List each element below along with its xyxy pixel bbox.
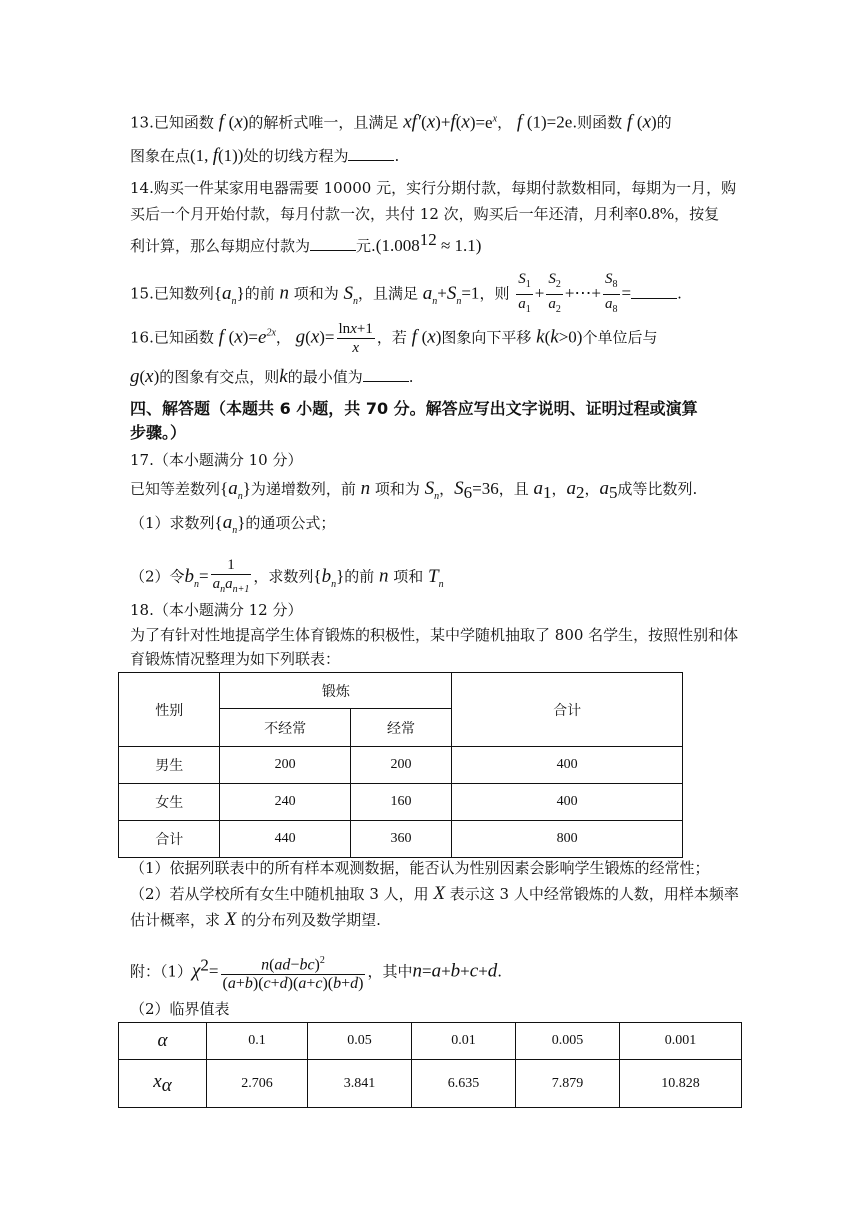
- table-cell: 10.828: [620, 1060, 742, 1108]
- section-heading-cont: 步骤。）: [130, 423, 187, 442]
- critical-value-table: [118, 1022, 742, 1108]
- table-cell: 800: [452, 821, 683, 858]
- alpha-label: α: [119, 1023, 207, 1060]
- q18-header: 18.（本小题满分 12 分）: [130, 601, 303, 619]
- q18-part1: （1）依据列联表中的所有样本观测数据，能否认为性别因素会影响学生锻炼的经常性；: [130, 859, 710, 877]
- critical-table-title: （2）临界值表: [130, 1000, 230, 1018]
- answer-blank: [310, 236, 356, 251]
- q13-line1: 13.已知函数 f (x)的解析式唯一，且满足 $xf'(x)+f(x)=e^x$， f (1)=2e.则函数 f (x)的: [130, 111, 672, 133]
- q14-line1: 14.购买一件某家用电器需要 10000 元，实行分期付款，每期付款数相同，每期为一月，购: [130, 179, 737, 197]
- table-header-exercise: 锻炼: [220, 673, 452, 709]
- table-cell: 0.001: [620, 1023, 742, 1060]
- q15-line: 15.已知数列$\{a_n\}$的前 n 项和为 $S_n$，且满足 $a_n+S_n=1$，则 $\frac{S_1}{a_1}$ + $\frac{S_2}{a_2}$ +⋯+ $\frac{S_8}{a_8}$ = .: [130, 271, 682, 315]
- table-row: [119, 1023, 742, 1060]
- q13-line2: 图象在点(1, f(1))处的切线方程为 .: [130, 145, 400, 166]
- q18-part2-line1: （2）若从学校所有女生中随机抽取 3 人，用 X 表示这 3 人中经常锻炼的人数，用样本频率: [130, 883, 739, 904]
- table-cell: 0.005: [516, 1023, 620, 1060]
- table-cell: 6.635: [412, 1060, 516, 1108]
- table-header-not-often: 不经常: [220, 709, 350, 747]
- table-cell: 400: [452, 784, 683, 821]
- answer-blank: [363, 367, 409, 382]
- table-cell: 200: [350, 747, 452, 784]
- table-cell: 2.706: [207, 1060, 308, 1108]
- q16-line2: g(x)的图象有交点，则k的最小值为 .: [130, 366, 414, 387]
- table-cell: 0.1: [207, 1023, 308, 1060]
- table-cell: 400: [452, 747, 683, 784]
- table-row: [119, 821, 683, 858]
- table-cell: 男生: [119, 747, 220, 784]
- q17-header: 17.（本小题满分 10 分）: [130, 451, 303, 469]
- table-cell: 0.05: [308, 1023, 412, 1060]
- answer-blank: [348, 146, 394, 161]
- table-cell: 合计: [119, 821, 220, 858]
- contingency-table: [118, 672, 683, 858]
- q17-line1: 已知等差数列$\{a_n\}$为递增数列，前 n 项和为 $S_n$，$S_6=36$，且 $a_1$，$a_2$，$a_5$成等比数列.: [130, 478, 698, 502]
- q17-part2: （2）令$b_n=$ $\frac{1}{a_na_{n+1}}$ ，求数列$\{b_n\}$的前 n 项和 $T_n$: [130, 557, 444, 595]
- table-cell: 女生: [119, 784, 220, 821]
- q16-line1: 16.已知函数 f $(x)=e^{2x}$， g(x)= $\frac{\ln x+1}{x}$ ，若 f (x)图象向下平移 k(k>0)个单位后与: [130, 321, 658, 356]
- answer-blank: [631, 284, 677, 299]
- section-heading: 四、解答题（本题共 6 小题，共 70 分。解答应写出文字说明、证明过程或演算: [130, 399, 698, 418]
- q18-line1: 为了有针对性地提高学生体育锻炼的积极性，某中学随机抽取了 800 名学生，按照性别和体: [130, 626, 739, 644]
- x-alpha-label: $x_\alpha$: [119, 1060, 207, 1108]
- q18-line2: 育锻炼情况整理为如下列联表：: [130, 650, 341, 668]
- table-row: [119, 1060, 742, 1108]
- table-cell: 0.01: [412, 1023, 516, 1060]
- table-cell: 440: [220, 821, 350, 858]
- q18-part2-line2: 估计概率，求 X 的分布列及数学期望.: [130, 909, 381, 930]
- table-cell: 360: [350, 821, 452, 858]
- q14-line2: 买后一个月开始付款，每月付款一次，共付 12 次，购买后一年还清，月利率0.8%，按复: [130, 204, 720, 223]
- table-header-gender: 性别: [119, 673, 220, 747]
- table-header-often: 经常: [350, 709, 452, 747]
- table-cell: 200: [220, 747, 350, 784]
- chi-square-formula: 附：$(1)\chi^2=$ $\frac{n(ad-bc)^2}{(a+b)(c+d)(a+c)(b+d)}$ ，其中n=a+b+c+d.: [130, 952, 730, 993]
- q17-part1: （1）求数列$\{a_n\}$的通项公式；: [130, 512, 336, 536]
- table-header-total: 合计: [452, 673, 683, 747]
- table-row: [119, 747, 683, 784]
- table-cell: 7.879: [516, 1060, 620, 1108]
- table-cell: 240: [220, 784, 350, 821]
- table-cell: 3.841: [308, 1060, 412, 1108]
- table-cell: 160: [350, 784, 452, 821]
- q14-line3: 利计算，那么每期应付款为 元$.(1.008^{12} \approx 1.1)$: [130, 230, 482, 255]
- table-row: [119, 784, 683, 821]
